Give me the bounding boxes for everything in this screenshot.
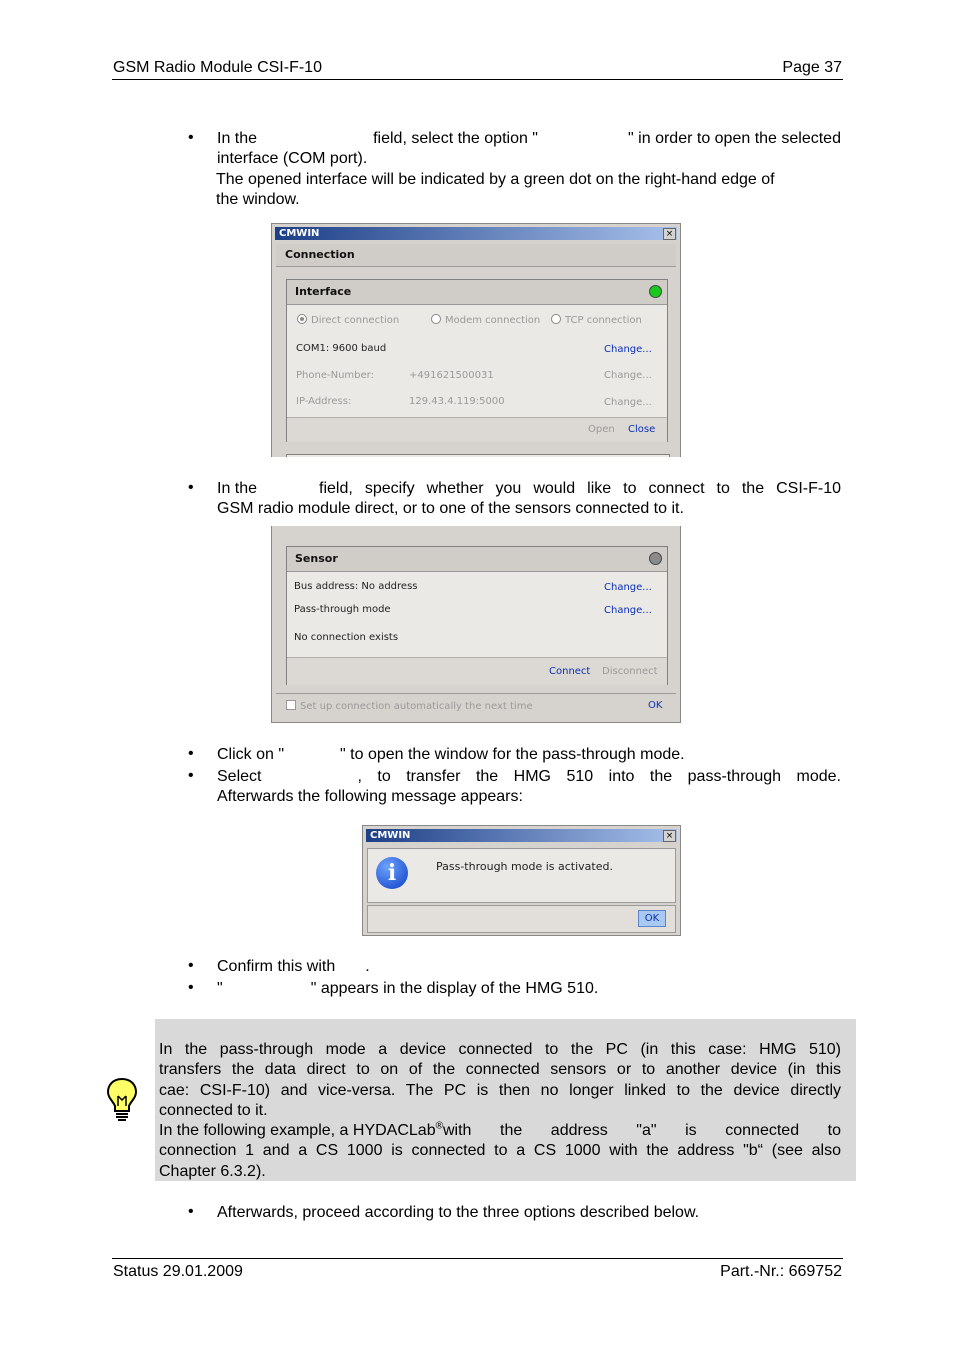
interface-panel-title: Interface: [287, 280, 667, 305]
bullet-4-line1: [217, 957, 841, 977]
header-title: GSM Radio Module CSI-F-10: [113, 59, 322, 76]
ok-button[interactable]: OK: [648, 700, 663, 711]
close-icon[interactable]: ×: [663, 228, 676, 240]
b1-l1c: " in order to open the selected: [628, 130, 841, 147]
close-button[interactable]: Close: [628, 424, 656, 435]
bullet: •: [188, 745, 194, 762]
note-l7: Chapter 6.3.2).: [159, 1162, 266, 1180]
bullet: •: [188, 479, 194, 496]
bullet: •: [188, 129, 194, 146]
b3-l2b: , to transfer the HMG 510 into the pass-through mode.: [357, 768, 841, 785]
note-l5: [159, 1121, 841, 1141]
b3-l2a: Select: [217, 768, 262, 785]
lightbulb-icon: [104, 1076, 140, 1124]
connect-button[interactable]: Connect: [549, 666, 591, 677]
b1-l1a: In the: [217, 130, 258, 147]
bus-address-value: Bus address: No address: [294, 581, 418, 592]
info-icon: i: [376, 857, 408, 889]
phone-value: +491621500031: [409, 370, 494, 381]
page-number: Page 37: [782, 59, 842, 76]
b3-l1b: " to open the window for the pass-through mode.: [340, 746, 685, 763]
b2-l1a: In the: [217, 480, 258, 497]
auto-connect-checkbox[interactable]: [286, 700, 533, 712]
change-bus-link[interactable]: Change...: [604, 582, 652, 593]
sensor-panel-title: Sensor: [287, 547, 667, 572]
note-l6: connection 1 and a CS 1000 is connected to a CS 1000 with the address "b“ (see also: [159, 1142, 841, 1160]
sensor-panel: [286, 546, 668, 685]
window-footer: [276, 693, 676, 718]
bullet-1-text: [217, 129, 841, 170]
ip-value: 129.43.4.119:5000: [409, 396, 505, 407]
b1-l3: The opened interface will be indicated by a green dot on the right-hand edge of: [216, 171, 775, 188]
b4-l1b: .: [365, 958, 370, 975]
change-phone-link[interactable]: Change...: [604, 370, 652, 381]
bullet: •: [188, 767, 194, 784]
radio-icon: [551, 314, 561, 324]
cmwin-message-window: [362, 825, 681, 936]
tcp-connection-radio[interactable]: [551, 314, 642, 326]
window-title: CMWIN: [279, 228, 320, 239]
note-l3: cae: CSI-F-10) and vice-versa. The PC is then no longer linked to the device directly: [159, 1081, 841, 1099]
note-l5a: In the following example, a HYDACLab: [159, 1122, 436, 1140]
phone-label: Phone-Number:: [296, 370, 374, 381]
bullet-3-text: [217, 767, 841, 808]
status-indicator-icon: [649, 552, 662, 565]
com-port-value: COM1: 9600 baud: [296, 343, 387, 354]
b1-l4: the window.: [216, 191, 300, 209]
connection-status: No connection exists: [294, 632, 399, 643]
change-com-link[interactable]: Change...: [604, 344, 652, 355]
window-titlebar: [366, 829, 677, 842]
pass-through-label: Pass-through mode: [294, 604, 391, 615]
radio1-label: Direct connection: [311, 315, 400, 326]
note-l1: In the pass-through mode a device connected to the PC (in this case: HMG 510): [159, 1041, 841, 1058]
connection-section-bar: Connection: [276, 244, 676, 267]
b4-l2b: " appears in the display of the HMG 510.: [310, 980, 599, 997]
window-title: CMWIN: [370, 830, 411, 841]
next-panel-edge: [286, 454, 670, 457]
ok-button[interactable]: OK: [638, 910, 666, 927]
footer-rule: [112, 1258, 843, 1259]
note-l5b: with the address "a" is connected to: [442, 1122, 841, 1140]
window-titlebar: [275, 227, 677, 240]
checkbox-icon: [286, 700, 296, 710]
b1-l2: interface (COM port).: [217, 150, 368, 168]
message-area: [367, 848, 676, 903]
disconnect-button[interactable]: Disconnect: [602, 666, 658, 677]
bullet-3-line1: [217, 745, 841, 765]
bullet-2-text: [217, 479, 841, 520]
b3-l3: Afterwards the following message appears:: [217, 788, 523, 806]
note-l4: connected to it.: [159, 1101, 268, 1119]
status-indicator-icon: [649, 285, 662, 298]
interface-button-bar: [287, 417, 667, 442]
ip-label: IP-Address:: [296, 396, 352, 407]
b1-l1b: field, select the option ": [373, 130, 538, 147]
bullet-5-text: Afterwards, proceed according to the three options described below.: [217, 1204, 700, 1221]
note-text: [159, 1040, 841, 1182]
footer-part-number: Part.-Nr.: 669752: [720, 1263, 842, 1280]
b4-l2a: ": [217, 980, 223, 997]
registered-mark: ®: [435, 1120, 443, 1132]
header-rule: [112, 79, 843, 80]
radio-icon: [297, 314, 307, 324]
modem-connection-radio[interactable]: [431, 314, 540, 326]
direct-connection-radio[interactable]: [297, 314, 399, 326]
b2-l2: GSM radio module direct, or to one of the sensors connected to it.: [217, 500, 684, 518]
auto-connect-label: Set up connection automatically the next time: [300, 701, 533, 712]
radio-icon: [431, 314, 441, 324]
note-l2: transfers the data direct to on of the connected sensors or to another device (in this: [159, 1061, 841, 1079]
bullet-1-note: [216, 170, 841, 211]
message-button-bar: [367, 905, 676, 933]
b4-l1a: Confirm this with: [217, 958, 336, 975]
bullet-4-line2: [217, 979, 841, 999]
b3-l1a: Click on ": [217, 746, 285, 763]
sensor-button-bar: [287, 657, 667, 685]
interface-panel: [286, 279, 668, 442]
bullet: •: [188, 957, 194, 974]
close-icon[interactable]: ×: [663, 830, 676, 842]
message-text: Pass-through mode is activated.: [436, 860, 613, 873]
open-button[interactable]: Open: [588, 424, 615, 435]
change-ip-link[interactable]: Change...: [604, 397, 652, 408]
bullet: •: [188, 1203, 194, 1220]
radio3-label: TCP connection: [565, 315, 642, 326]
b2-l1b: field, specify whether you would like to connect to the CSI-F-10: [319, 480, 841, 497]
bullet: •: [188, 979, 194, 996]
cmwin-connection-window: [271, 223, 681, 457]
footer-status: Status 29.01.2009: [113, 1263, 243, 1280]
cmwin-sensor-window: [271, 526, 681, 723]
change-pass-through-link[interactable]: Change...: [604, 605, 652, 616]
radio2-label: Modem connection: [445, 315, 541, 326]
